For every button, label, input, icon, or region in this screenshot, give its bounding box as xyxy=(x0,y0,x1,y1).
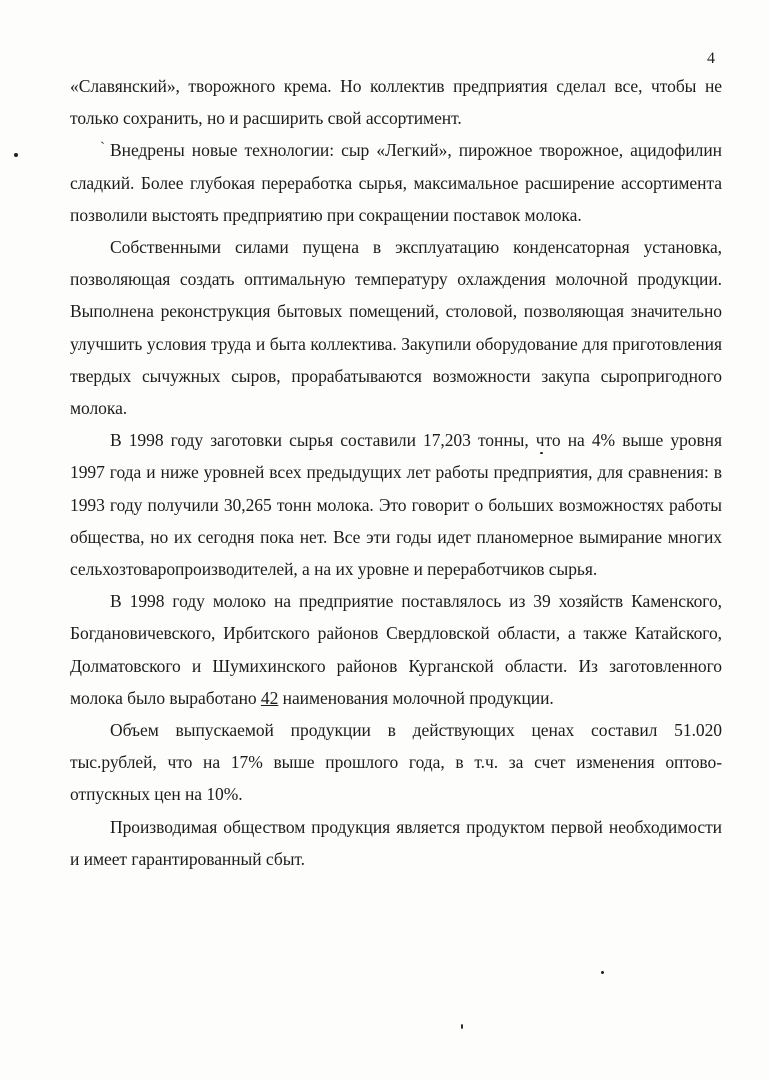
scan-speck xyxy=(601,971,604,974)
paragraph-3: Собственными силами пущена в эксплуатацию конденсаторная установка, позволяющая создать оптимальную температуру охлаждения молочной продукции. Выполнена реконструкция бытовых помещений, столовой, позволяющая значительно улучшить условия труда и быта коллектива. Закупили оборудование для приготовления твердых сычужных сыров, прорабатываются возможности закупа сыропригодного молока. xyxy=(70,237,722,419)
paragraph-5 xyxy=(70,585,722,714)
paragraph-6: Объем выпускаемой продукции в действующих ценах составил 51.020 тыс.рублей, что на 17% выше прошлого года, в т.ч. за счет изменения оптово-отпускных цен на 10%. xyxy=(70,720,722,805)
document-body xyxy=(70,70,722,875)
paragraph-5-text-before: В 1998 году молоко на предприятие поставлялось из 39 хозяйств Каменского, Богдановичевского, Ирбитского районов Свердловской области, а также Катайского, Долматовского и Шумихинского районов Курганской области. Из заготовленного молока было выработано xyxy=(70,591,722,708)
page-number: 4 xyxy=(707,50,715,67)
scan-mark: ` xyxy=(100,140,105,156)
paragraph-5-text-after: наименования молочной продукции. xyxy=(278,687,554,708)
scan-speck xyxy=(461,1024,463,1029)
paragraph-1: «Славянский», творожного крема. Но коллектив предприятия сделал все, чтобы не только сохранить, но и расширить свой ассортимент. xyxy=(70,76,722,129)
underlined-count: 42 xyxy=(260,687,279,708)
paragraph-2: Внедрены новые технологии: сыр «Легкий», пирожное творожное, ацидофилин сладкий. Более глубокая переработка сырья, максимальное расширение ассортимента позволили выстоять предприятию при сокращении поставок молока. xyxy=(70,140,722,225)
scan-speck xyxy=(14,153,18,157)
paragraph-7: Производимая обществом продукция является продуктом первой необходимости и имеет гарантированный сбыт. xyxy=(70,816,722,869)
paragraph-4: В 1998 году заготовки сырья составили 17,203 тонны, что на 4% выше уровня 1997 года и ниже уровней всех предыдущих лет работы предприятия, для сравнения: в 1993 году получили 30,265 тонн молока. Это говорит о больших возможностях работы общества, но их сегодня пока нет. Все эти годы идет планомерное вымирание многих сельхозтоваропроизводителей, а на их уровне и переработчиков сырья. xyxy=(70,430,722,580)
